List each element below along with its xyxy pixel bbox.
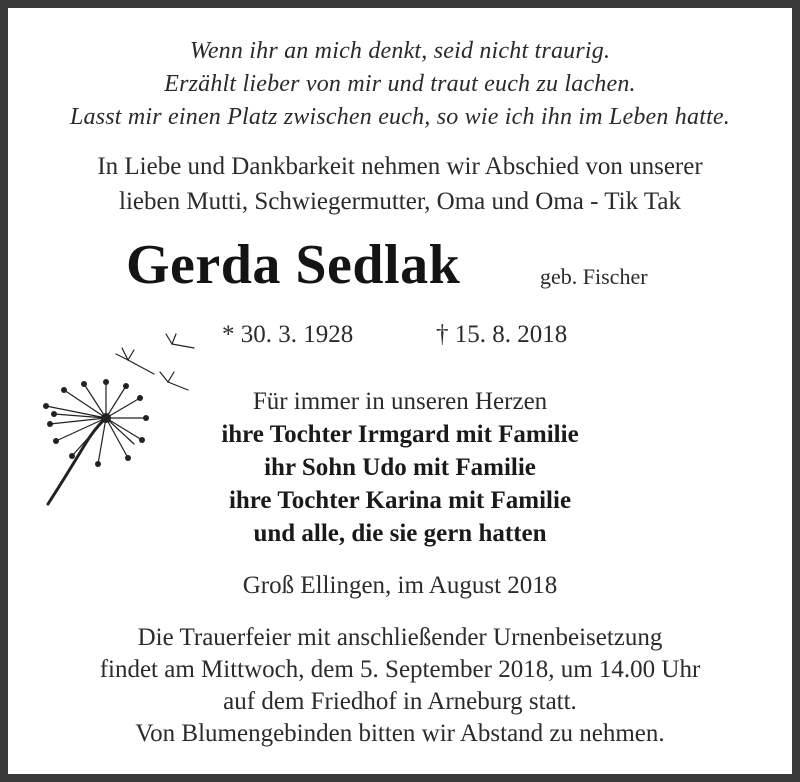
mourners-intro: Für immer in unseren Herzen — [252, 388, 548, 415]
deceased-name: Gerda Sedlak — [126, 234, 461, 296]
mourner-line-2: ihr Sohn Udo mit Familie — [264, 454, 536, 481]
intro-line-1: In Liebe und Dankbarkeit nehmen wir Abschied von unserer — [97, 153, 703, 180]
maiden-name: geb. Fischer — [540, 264, 648, 289]
place-and-date: Groß Ellingen, im August 2018 — [242, 572, 558, 599]
mourner-line-3: ihre Tochter Karina mit Familie — [228, 487, 572, 514]
funeral-line-2: findet am Mittwoch, dem 5. September 2018, um 14.00 Uhr — [99, 656, 701, 683]
dandelion-icon — [36, 326, 211, 511]
death-date: † 15. 8. 2018 — [436, 321, 568, 348]
mourner-line-4: und alle, die sie gern hatten — [253, 520, 547, 547]
obituary-notice — [8, 8, 792, 774]
funeral-line-4: Von Blumengebinden bitten wir Abstand zu nehmen. — [135, 720, 665, 747]
poem-line-3: Lasst mir einen Platz zwischen euch, so wie ich ihn im Leben hatte. — [69, 104, 730, 130]
poem-line-2: Erzählt lieber von mir und traut euch zu lachen. — [164, 71, 636, 97]
funeral-line-1: Die Trauerfeier mit anschließender Urnenbeisetzung — [137, 624, 663, 651]
birth-date: * 30. 3. 1928 — [222, 321, 354, 348]
funeral-line-3: auf dem Friedhof in Arneburg statt. — [223, 688, 577, 715]
poem-line-1: Wenn ihr an mich denkt, seid nicht traurig. — [189, 38, 611, 64]
mourner-line-1: ihre Tochter Irmgard mit Familie — [221, 421, 579, 448]
intro-line-2: lieben Mutti, Schwiegermutter, Oma und Oma - Tik Tak — [119, 188, 681, 215]
